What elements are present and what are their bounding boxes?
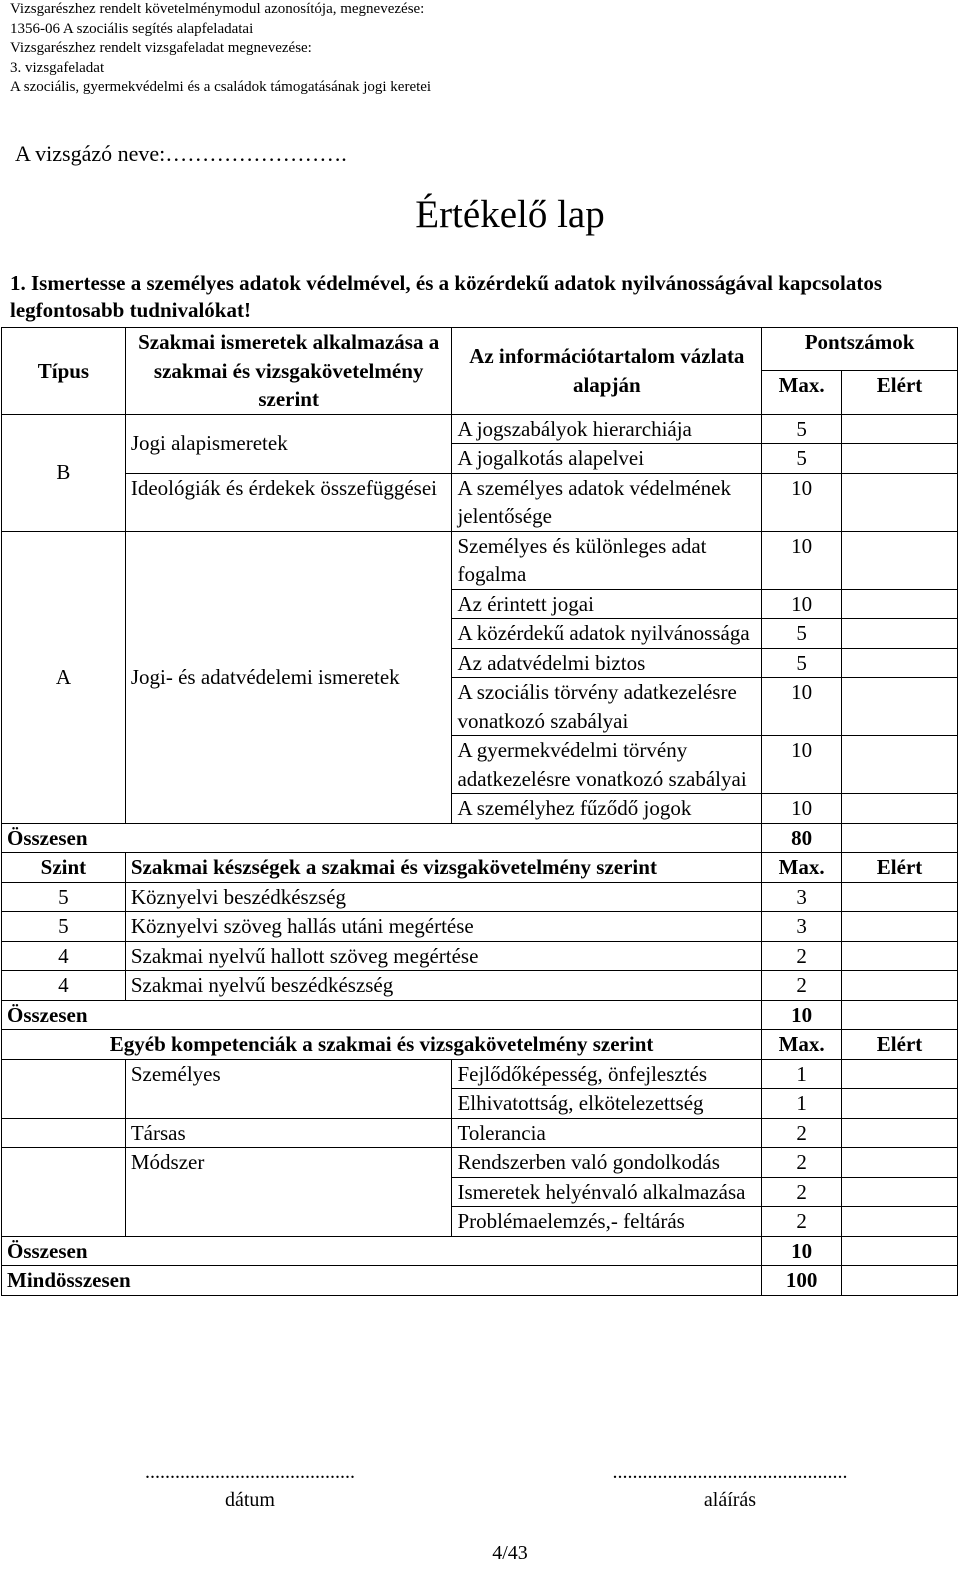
group-adatvedelem: Jogi- és adatvédelemi ismeretek	[125, 531, 452, 823]
group-jogi-alap: Jogi alapismeretek	[125, 414, 452, 473]
examinee-name-field[interactable]: A vizsgázó neve:…………………….	[15, 141, 347, 166]
max-points: 10	[762, 473, 842, 531]
achieved-cell[interactable]	[842, 444, 958, 474]
header-szakmai: Szakmai ismeretek alkalmazása a szakmai és vizsgakövetelmény szerint	[125, 328, 452, 415]
achieved-cell[interactable]	[842, 912, 958, 942]
header-pontszamok: Pontszámok	[762, 328, 958, 371]
table-row	[2, 971, 958, 1001]
table-row	[2, 1148, 958, 1178]
sum-row	[2, 1000, 958, 1030]
max-points: 10	[762, 531, 842, 589]
max-points: 1	[762, 1089, 842, 1119]
type-b: B	[2, 414, 126, 531]
evaluation-table	[1, 327, 958, 1296]
date-block	[105, 1458, 395, 1514]
blank-cell	[2, 1148, 126, 1237]
task-question: 1. Ismertesse a személyes adatok védelmével, és a közérdekű adatok nyilvánosságával kapcsolatos legfontosabb tudnivalókat!	[10, 271, 883, 322]
header-max: Max.	[762, 1030, 842, 1060]
signature-label: aláírás	[703, 1489, 757, 1511]
total-achieved-cell[interactable]	[842, 1266, 958, 1296]
sum-label: Összesen	[2, 823, 762, 853]
skill-text: Köznyelvi szöveg hallás utáni megértése	[125, 912, 761, 942]
skill-level: 4	[2, 941, 126, 971]
skill-level: 4	[2, 971, 126, 1001]
max-points: 5	[762, 648, 842, 678]
topic-text: A személyes adatok védelmének jelentősége	[452, 473, 762, 531]
achieved-cell[interactable]	[842, 941, 958, 971]
achieved-cell[interactable]	[842, 648, 958, 678]
table-row	[2, 414, 958, 444]
max-points: 2	[762, 1148, 842, 1178]
sum-max: 10	[762, 1236, 842, 1266]
header-max: Max.	[762, 371, 842, 414]
achieved-cell[interactable]	[842, 619, 958, 649]
table-row	[2, 912, 958, 942]
achieved-cell[interactable]	[842, 1059, 958, 1089]
achieved-cell[interactable]	[842, 794, 958, 824]
achieved-cell[interactable]	[842, 1148, 958, 1178]
max-points: 5	[762, 444, 842, 474]
group-ideologiak: Ideológiák és érdekek összefüggései	[125, 473, 452, 531]
max-points: 10	[762, 678, 842, 736]
skill-text: Köznyelvi beszédkészség	[125, 882, 761, 912]
table-row	[2, 473, 958, 531]
competency-text: Fejlődőképesség, önfejlesztés	[452, 1059, 762, 1089]
sum-achieved-cell[interactable]	[842, 1236, 958, 1266]
skill-level: 5	[2, 882, 126, 912]
competency-text: Problémaelemzés,- feltárás	[452, 1207, 762, 1237]
table-row	[2, 941, 958, 971]
total-max: 100	[762, 1266, 842, 1296]
max-points: 3	[762, 912, 842, 942]
sum-achieved-cell[interactable]	[842, 1000, 958, 1030]
sum-row	[2, 1236, 958, 1266]
header-competencies: Egyéb kompetenciák a szakmai és vizsgakövetelmény szerint	[2, 1030, 762, 1060]
competency-text: Rendszerben való gondolkodás	[452, 1148, 762, 1178]
achieved-cell[interactable]	[842, 531, 958, 589]
table-header-row	[2, 853, 958, 883]
header-elert: Elért	[842, 371, 958, 414]
achieved-cell[interactable]	[842, 882, 958, 912]
table-row	[2, 1059, 958, 1089]
max-points: 2	[762, 1177, 842, 1207]
table-row	[2, 882, 958, 912]
header-line-5: A szociális, gyermekvédelmi és a családok támogatásának jogi keretei	[10, 79, 432, 95]
document-header	[10, 0, 431, 98]
header-line-1: Vizsgarészhez rendelt követelménymodul azonosítója, megnevezése:	[10, 1, 425, 17]
achieved-cell[interactable]	[842, 736, 958, 794]
category-modszer: Módszer	[125, 1148, 452, 1237]
sum-max: 80	[762, 823, 842, 853]
topic-text: A jogszabályok hierarchiája	[452, 414, 762, 444]
achieved-cell[interactable]	[842, 1207, 958, 1237]
achieved-cell[interactable]	[842, 1118, 958, 1148]
header-line-2: 1356-06 A szociális segítés alapfeladatai	[10, 20, 254, 37]
topic-text: Személyes és különleges adat fogalma	[452, 531, 762, 589]
table-row	[2, 531, 958, 589]
page-title: Értékelő lap	[415, 193, 605, 236]
max-points: 10	[762, 589, 842, 619]
achieved-cell[interactable]	[842, 678, 958, 736]
max-points: 2	[762, 1207, 842, 1237]
table-header-row	[2, 1030, 958, 1060]
max-points: 5	[762, 619, 842, 649]
skill-text: Szakmai nyelvű beszédkészség	[125, 971, 761, 1001]
max-points: 3	[762, 882, 842, 912]
max-points: 1	[762, 1059, 842, 1089]
header-elert: Elért	[842, 853, 958, 883]
header-max: Max.	[762, 853, 842, 883]
max-points: 2	[762, 941, 842, 971]
header-szint: Szint	[2, 853, 126, 883]
blank-cell	[2, 1118, 126, 1148]
total-label: Mindösszesen	[2, 1266, 762, 1296]
achieved-cell[interactable]	[842, 1089, 958, 1119]
date-line[interactable]: ..........................................	[145, 1461, 355, 1483]
page-number: 4/43	[492, 1542, 528, 1564]
header-elert: Elért	[842, 1030, 958, 1060]
topic-text: A jogalkotás alapelvei	[452, 444, 762, 474]
achieved-cell[interactable]	[842, 971, 958, 1001]
sum-achieved-cell[interactable]	[842, 823, 958, 853]
competency-text: Ismeretek helyénvaló alkalmazása	[452, 1177, 762, 1207]
topic-text: A szociális törvény adatkezelésre vonatkozó szabályai	[452, 678, 762, 736]
max-points: 10	[762, 736, 842, 794]
blank-cell	[2, 1059, 126, 1118]
topic-text: A személyhez fűződő jogok	[452, 794, 762, 824]
max-points: 10	[762, 794, 842, 824]
sum-label: Összesen	[2, 1000, 762, 1030]
date-label: dátum	[225, 1489, 275, 1511]
header-info: Az információtartalom vázlata alapján	[452, 328, 762, 415]
category-szemelyes: Személyes	[125, 1059, 452, 1118]
header-line-3: Vizsgarészhez rendelt vizsgafeladat megnevezése:	[10, 40, 312, 56]
header-line-4: 3. vizsgafeladat	[10, 59, 105, 76]
skill-text: Szakmai nyelvű hallott szöveg megértése	[125, 941, 761, 971]
topic-text: Az adatvédelmi biztos	[452, 648, 762, 678]
achieved-cell[interactable]	[842, 414, 958, 444]
topic-text: A közérdekű adatok nyilvánossága	[452, 619, 762, 649]
topic-text: Az érintett jogai	[452, 589, 762, 619]
max-points: 5	[762, 414, 842, 444]
category-tarsas: Társas	[125, 1118, 452, 1148]
topic-text: A gyermekvédelmi törvény adatkezelésre vonatkozó szabályai	[452, 736, 762, 794]
achieved-cell[interactable]	[842, 589, 958, 619]
achieved-cell[interactable]	[842, 1177, 958, 1207]
header-tipus: Típus	[2, 328, 126, 415]
signature-block	[585, 1458, 875, 1514]
max-points: 2	[762, 1118, 842, 1148]
signature-line[interactable]: ...............................................	[612, 1461, 848, 1483]
total-row	[2, 1266, 958, 1296]
competency-text: Tolerancia	[452, 1118, 762, 1148]
competency-text: Elhivatottság, elkötelezettség	[452, 1089, 762, 1119]
skill-level: 5	[2, 912, 126, 942]
header-skills: Szakmai készségek a szakmai és vizsgakövetelmény szerint	[125, 853, 761, 883]
sum-max: 10	[762, 1000, 842, 1030]
achieved-cell[interactable]	[842, 473, 958, 531]
table-row	[2, 1118, 958, 1148]
max-points: 2	[762, 971, 842, 1001]
type-a: A	[2, 531, 126, 823]
table-header-row	[2, 328, 958, 371]
sum-label: Összesen	[2, 1236, 762, 1266]
sum-row	[2, 823, 958, 853]
